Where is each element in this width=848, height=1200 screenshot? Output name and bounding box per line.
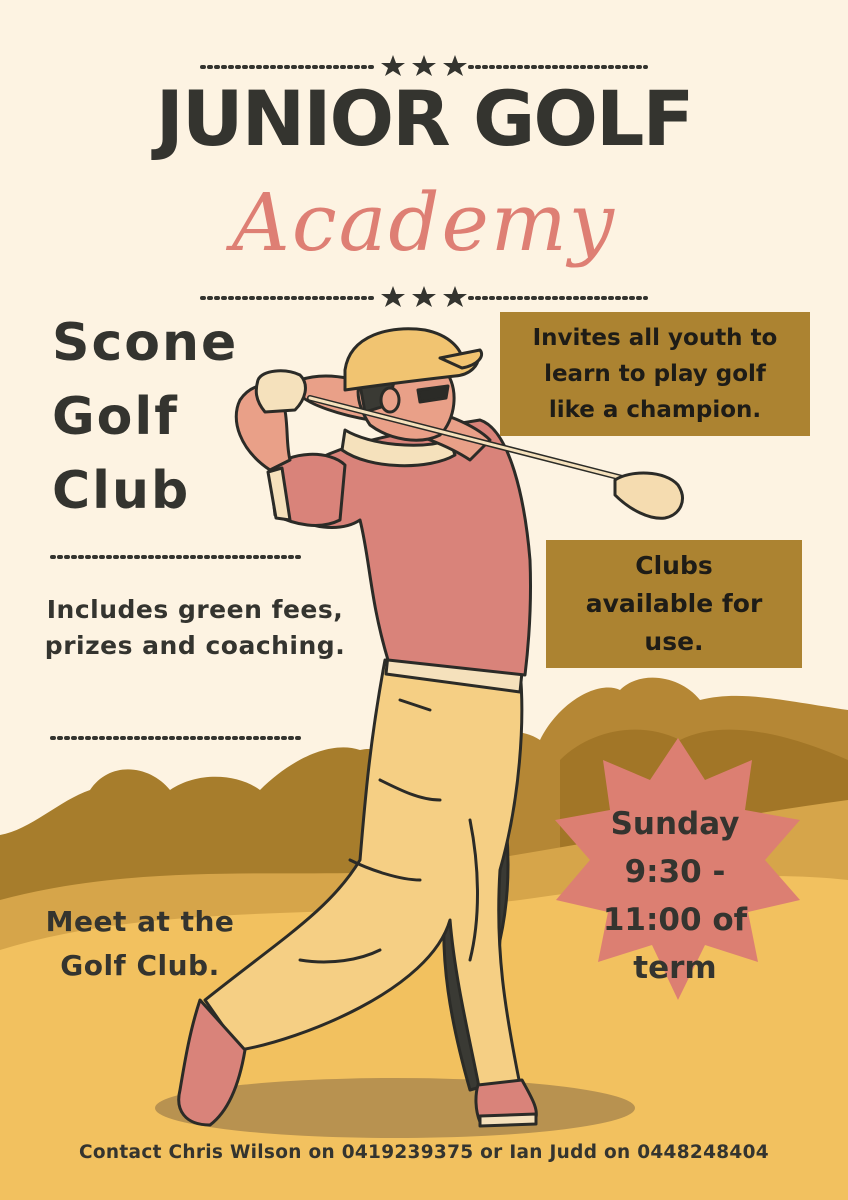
club-name-line: Scone — [52, 313, 239, 373]
dotted-divider — [50, 554, 305, 560]
dotted-divider — [50, 735, 305, 741]
clubs-line: use. — [644, 627, 704, 656]
star-icon — [381, 55, 405, 76]
time-line: term — [633, 950, 717, 986]
clubs-box — [546, 540, 802, 668]
clubs-line: Clubs — [635, 551, 713, 580]
time-line: 9:30 - — [624, 854, 726, 890]
meet-text — [20, 900, 260, 988]
invite-line: like a champion. — [548, 397, 762, 423]
clubs-line: available for — [585, 589, 763, 618]
star-icon — [412, 286, 436, 307]
session-time — [580, 800, 770, 992]
includes-line: prizes and coaching. — [44, 631, 346, 660]
star-icon — [381, 286, 405, 307]
star-icon — [412, 55, 436, 76]
club-name-line: Golf — [52, 387, 179, 447]
club-name-line: Club — [52, 461, 191, 521]
invite-box — [500, 312, 810, 436]
star-icon — [443, 55, 467, 76]
star-icon — [443, 286, 467, 307]
club-name — [52, 306, 292, 528]
poster-title: JUNIOR GOLF — [155, 74, 693, 163]
time-line: Sunday — [610, 806, 740, 842]
poster-subtitle: Academy — [232, 176, 616, 269]
includes-text — [20, 592, 370, 664]
invite-line: learn to play golf — [544, 361, 766, 387]
contact-info: Contact Chris Wilson on 0419239375 or Ian Judd on 0448248404 — [79, 1142, 769, 1163]
includes-line: Includes green fees, — [46, 595, 344, 624]
time-line: 11:00 of — [602, 902, 748, 938]
invite-line: Invites all youth to — [532, 325, 778, 351]
meet-line: Golf Club. — [60, 949, 220, 982]
meet-line: Meet at the — [45, 905, 235, 938]
